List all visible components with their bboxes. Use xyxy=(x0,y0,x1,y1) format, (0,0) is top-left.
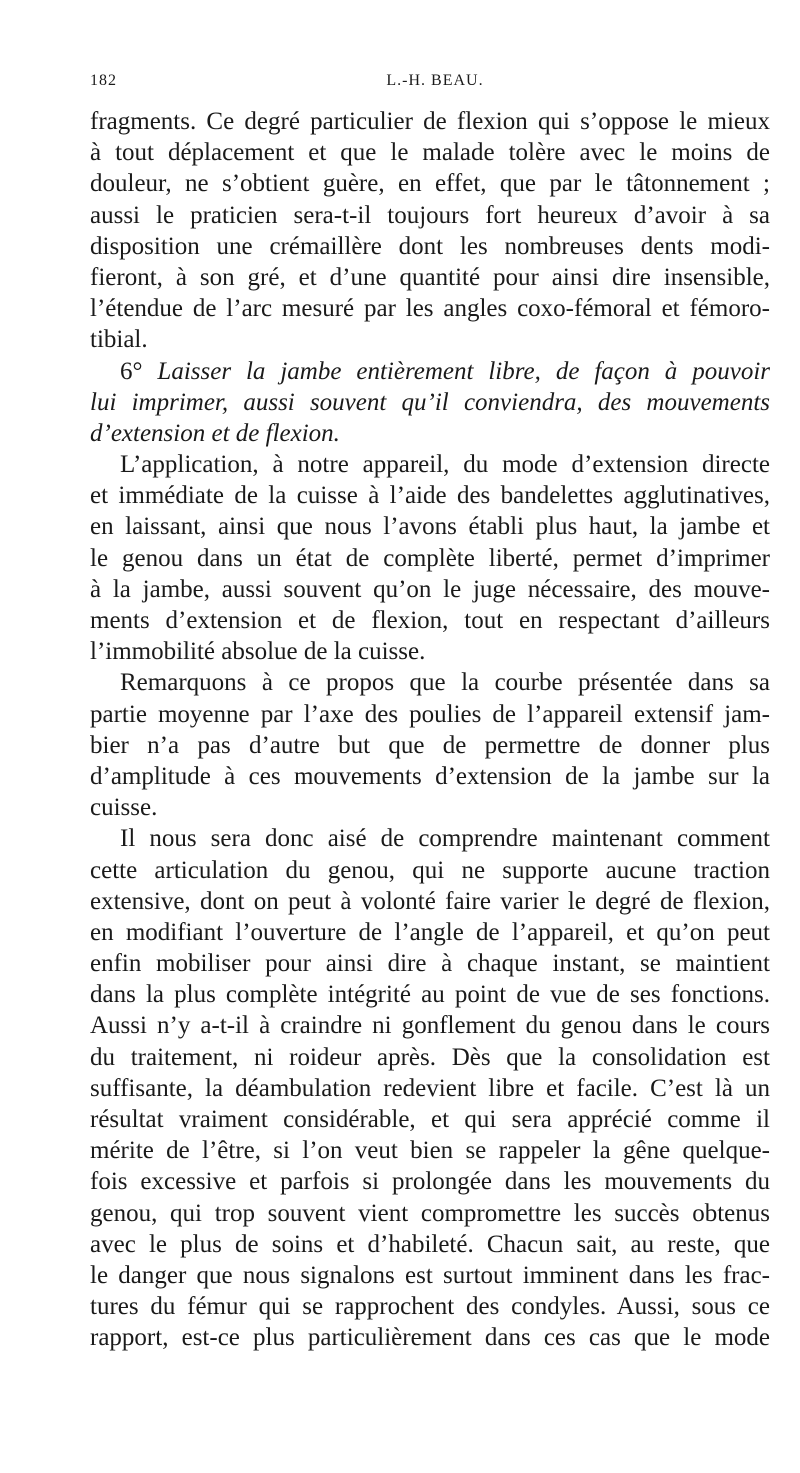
text-line: bier n’a pas d’autre but que de permettre de donner plus xyxy=(90,731,770,759)
text-line: cette articulation du genou, qui ne supporte aucune traction xyxy=(90,856,770,884)
text-line: avec le plus de soins et d’habileté. Chacun sait, au reste, que xyxy=(90,1230,770,1258)
text-line: lui imprimer, aussi souvent qu’il conviendra, des mouvements xyxy=(90,388,770,416)
text-line: le danger que nous signalons est surtout imminent dans les frac- xyxy=(90,1261,770,1289)
text-line: mérite de l’être, si l’on veut bien se rappeler la gêne quelque- xyxy=(90,1137,770,1165)
text-line: à la jambe, aussi souvent qu’on le juge nécessaire, des mouve- xyxy=(90,575,770,603)
text-line: enfin mobiliser pour ainsi dire à chaque instant, se maintient xyxy=(90,950,770,978)
text-line: cuisse. xyxy=(90,794,158,822)
text-line: L’application, à notre appareil, du mode d’extension directe xyxy=(120,451,770,479)
text-line: ments d’extension et de flexion, tout en respectant d’ailleurs xyxy=(90,607,770,634)
text-line: du traitement, ni roideur après. Dès que la consolidation est xyxy=(90,1043,770,1071)
text-line: fieront, à son gré, et d’une quantité pour ainsi dire insensible, xyxy=(90,263,770,291)
page-number: 182 xyxy=(90,72,117,89)
text-line: l’immobilité absolue de la cuisse. xyxy=(90,638,426,666)
text-line: Remarquons à ce propos que la courbe présentée dans sa xyxy=(120,669,770,697)
text-line: suffisante, la déambulation redevient libre et facile. C’est là un xyxy=(90,1074,770,1102)
text-line: en modifiant l’ouverture de l’angle de l’appareil, et qu’on peut xyxy=(90,918,770,946)
text-line: fragments. Ce degré particulier de flexion qui s’oppose le mieux xyxy=(90,108,770,135)
text-line: en laissant, ainsi que nous l’avons établi plus haut, la jambe et xyxy=(90,513,770,541)
text-line: tures du fémur qui se rapprochent des condyles. Aussi, sous ce xyxy=(90,1293,770,1321)
body-text xyxy=(90,106,770,1354)
text-line: l’étendue de l’arc mesuré par les angles coxo-fémoral et fémoro- xyxy=(90,295,770,323)
text-line: aussi le praticien sera-t-il toujours fort heureux d’avoir à sa xyxy=(90,201,770,229)
text-line: dans la plus complète intégrité au point de vue de ses fonctions. xyxy=(90,981,770,1009)
text-line: Il nous sera donc aisé de comprendre maintenant comment xyxy=(120,825,770,853)
text-line: tibial. xyxy=(90,326,148,354)
text-line: d’extension et de flexion. xyxy=(90,419,340,447)
text-line: Aussi n’y a-t-il à craindre ni gonflement du genou dans le cours xyxy=(90,1012,770,1040)
text-line: le genou dans un état de complète liberté, permet d’imprimer xyxy=(90,544,770,572)
text-line: d’amplitude à ces mouvements d’extension de la jambe sur la xyxy=(90,762,770,790)
text-line: résultat vraiment considérable, et qui sera apprécié comme il xyxy=(90,1106,770,1133)
text-line: et immédiate de la cuisse à l’aide des bandelettes agglutinatives, xyxy=(90,482,770,510)
text-line: rapport, est-ce plus particulièrement dans ces cas que le mode xyxy=(90,1324,770,1352)
text-line: fois excessive et parfois si prolongée dans les mouvements du xyxy=(90,1168,770,1196)
text-line: partie moyenne par l’axe des poulies de l’appareil extensif jam- xyxy=(90,700,770,728)
running-head: L.-H. BEAU. xyxy=(386,72,484,89)
text-line: 6° Laisser la jambe entièrement libre, de façon à pouvoir xyxy=(120,357,770,385)
text-line: douleur, ne s’obtient guère, en effet, que par le tâtonnement ; xyxy=(90,170,770,198)
text-line: extensive, dont on peut à volonté faire varier le degré de flexion, xyxy=(90,887,770,915)
text-line: genou, qui trop souvent vient compromettre les succès obtenus xyxy=(90,1199,770,1227)
text-line: à tout déplacement et que le malade tolère avec le moins de xyxy=(90,139,770,167)
page-header xyxy=(90,72,780,96)
text-line: disposition une crémaillère dont les nombreuses dents modi- xyxy=(90,232,770,260)
